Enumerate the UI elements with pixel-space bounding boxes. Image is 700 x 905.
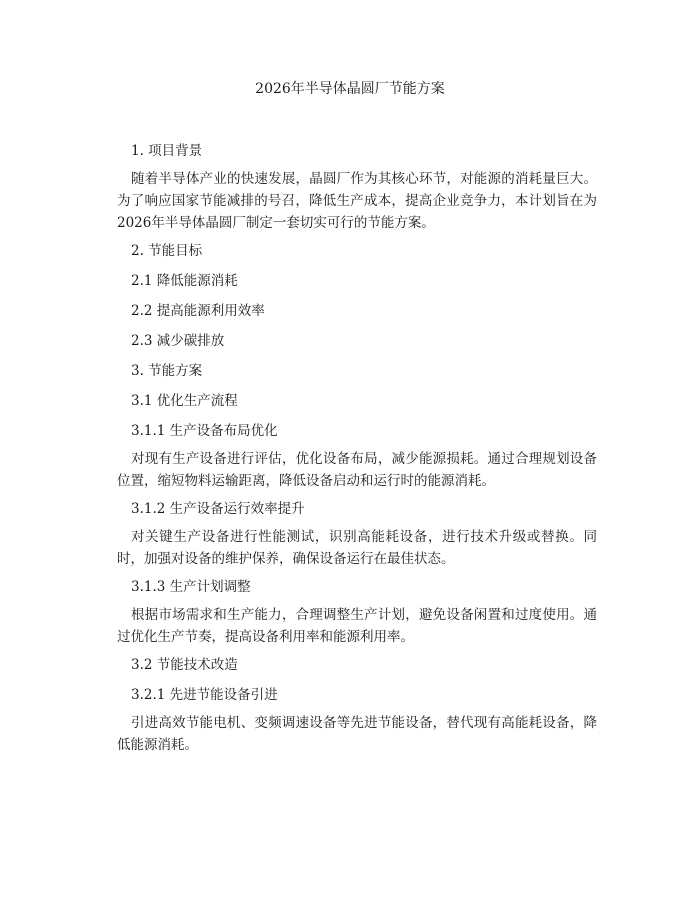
document-title: 2026年半导体晶圆厂节能方案 [255, 81, 445, 97]
section-heading-2: 2. 节能目标 [131, 243, 203, 259]
section-heading-3-1-3: 3.1.3 生产计划调整 [131, 579, 251, 595]
section-paragraph-3-2-1: 引进高效节能电机、变频调速设备等先进节能设备，替代现有高能耗设备，降低能源消耗。 [117, 715, 597, 753]
section-heading-3-1-1: 3.1.1 生产设备布局优化 [131, 423, 278, 439]
document-body [117, 142, 597, 764]
section-heading-2-2: 2.2 提高能源利用效率 [131, 303, 265, 319]
section-heading-3-1: 3.1 优化生产流程 [131, 393, 238, 409]
section-heading-1: 1. 项目背景 [131, 143, 203, 159]
section-heading-3-2: 3.2 节能技术改造 [131, 657, 238, 673]
section-paragraph-3-1-3: 根据市场需求和生产能力，合理调整生产计划，避免设备闲置和过度使用。通过优化生产节奏，提高设备利用率和能源利用率。 [117, 607, 597, 645]
section-heading-3-1-2: 3.1.2 生产设备运行效率提升 [131, 501, 305, 517]
section-paragraph-3-1-1: 对现有生产设备进行评估，优化设备布局，减少能源损耗。通过合理规划设备位置，缩短物料运输距离，降低设备启动和运行时的能源消耗。 [117, 451, 597, 489]
section-heading-3: 3. 节能方案 [131, 363, 203, 379]
section-heading-3-2-1: 3.2.1 先进节能设备引进 [131, 687, 278, 703]
section-heading-2-3: 2.3 减少碳排放 [131, 333, 225, 349]
section-paragraph-3-1-2: 对关键生产设备进行性能测试，识别高能耗设备，进行技术升级或替换。同时，加强对设备的维护保养，确保设备运行在最佳状态。 [117, 529, 597, 567]
section-paragraph-1: 随着半导体产业的快速发展，晶圆厂作为其核心环节，对能源的消耗量巨大。为了响应国家节能减排的号召，降低生产成本，提高企业竞争力，本计划旨在为2026年半导体晶圆厂制定一套切实可行的节能方案。 [117, 171, 597, 231]
section-heading-2-1: 2.1 降低能源消耗 [131, 273, 238, 289]
